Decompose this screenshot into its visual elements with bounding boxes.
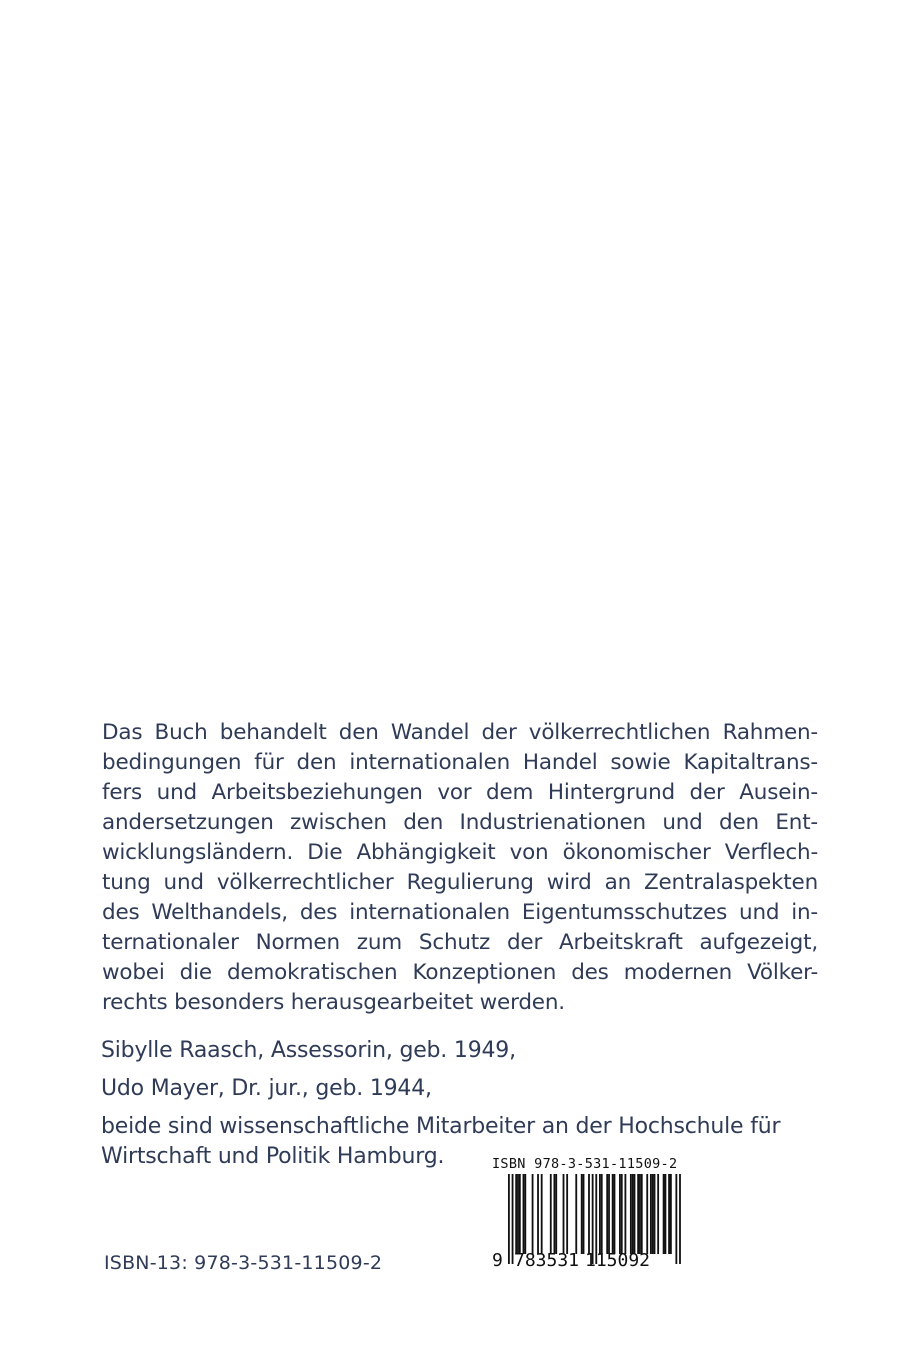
barcode-bar (555, 1174, 557, 1254)
barcode-bar (515, 1174, 517, 1254)
barcode-bar (517, 1174, 519, 1254)
blurb-line: tung und völkerrechtlicher Regulierung wird an Zentralaspekten (102, 870, 818, 895)
barcode-bar (537, 1174, 539, 1254)
barcode-bar (541, 1174, 543, 1254)
barcode-bar (599, 1174, 601, 1254)
barcode-bar (654, 1174, 656, 1254)
barcode-bar (639, 1174, 641, 1254)
barcode-bar (665, 1174, 667, 1254)
barcode-bar (624, 1174, 626, 1254)
barcode-bar (608, 1174, 610, 1254)
barcode-bar (588, 1174, 590, 1254)
barcode-bar (630, 1174, 632, 1254)
blurb-line: ternationaler Normen zum Schutz der Arbeitskraft aufgezeigt, (102, 930, 818, 955)
blurb-line: andersetzungen zwischen den Industrienationen und den Ent- (102, 810, 818, 835)
barcode-bar (519, 1174, 521, 1254)
barcode-guard-bar (675, 1174, 677, 1264)
barcode-bar (634, 1174, 636, 1254)
blurb-line: des Welthandels, des internationalen Eigentumsschutzes und in- (102, 900, 818, 925)
barcode-bar (581, 1174, 583, 1254)
barcode-bar (523, 1174, 525, 1254)
barcode-bar (566, 1174, 568, 1254)
barcode-guard-bar (508, 1174, 510, 1264)
barcode-bar (663, 1174, 665, 1254)
isbn13-label: ISBN-13: 978-3-531-11509-2 (104, 1252, 383, 1274)
blurb-line: wicklungsländern. Die Abhängigkeit von ökonomischer Verflech- (102, 840, 818, 865)
barcode-bar (601, 1174, 603, 1254)
barcode-digit-lead: 9 (492, 1250, 503, 1271)
blurb-line: bedingungen für den internationalen Handel sowie Kapitaltrans- (102, 750, 818, 775)
barcode-guard-bar (679, 1174, 681, 1264)
author-second: Udo Mayer, Dr. jur., geb. 1944, (101, 1076, 432, 1101)
barcode-bar (619, 1174, 621, 1254)
barcode-bar (670, 1174, 672, 1254)
barcode-bar (652, 1174, 654, 1254)
barcode-bar (621, 1174, 623, 1254)
barcode-bar (554, 1174, 556, 1254)
barcode-bar (606, 1174, 608, 1254)
affiliation-line: Wirtschaft und Politik Hamburg. (101, 1144, 445, 1169)
barcode-bar (612, 1174, 614, 1254)
barcode-bar (563, 1174, 565, 1254)
barcode-bar (532, 1174, 534, 1254)
barcode-bar (550, 1174, 552, 1254)
barcode-digits-right: 115092 (585, 1250, 651, 1271)
affiliation-line: beide sind wissenschaftliche Mitarbeiter an der Hochschule für (101, 1114, 781, 1139)
barcode-bar (637, 1174, 639, 1254)
barcode-digits-left: 783531 (514, 1250, 580, 1271)
barcode-bar (575, 1174, 577, 1254)
author-first: Sibylle Raasch, Assessorin, geb. 1949, (101, 1038, 516, 1063)
barcode-bar (641, 1174, 643, 1254)
barcode-bar (646, 1174, 648, 1254)
barcode-bar (650, 1174, 652, 1254)
blurb-line: Das Buch behandelt den Wandel der völkerrechtlichen Rahmen- (102, 720, 818, 745)
author-info (101, 1036, 821, 1172)
barcode-bar (657, 1174, 659, 1254)
barcode-bar (583, 1174, 585, 1254)
barcode-bar (524, 1174, 526, 1254)
blurb-line: wobei die demokratischen Konzeptionen des modernen Völker- (102, 960, 818, 985)
blurb-line: rechts besonders herausgearbeitet werden. (102, 990, 565, 1015)
barcode (490, 1156, 710, 1284)
barcode-isbn-text: ISBN 978-3-531-11509-2 (492, 1156, 678, 1172)
blurb-line: fers und Arbeitsbeziehungen vor dem Hintergrund der Ausein- (102, 780, 818, 805)
barcode-bar (668, 1174, 670, 1254)
barcode-bar (614, 1174, 616, 1254)
barcode-bar (632, 1174, 634, 1254)
blurb-paragraph (102, 718, 818, 1018)
